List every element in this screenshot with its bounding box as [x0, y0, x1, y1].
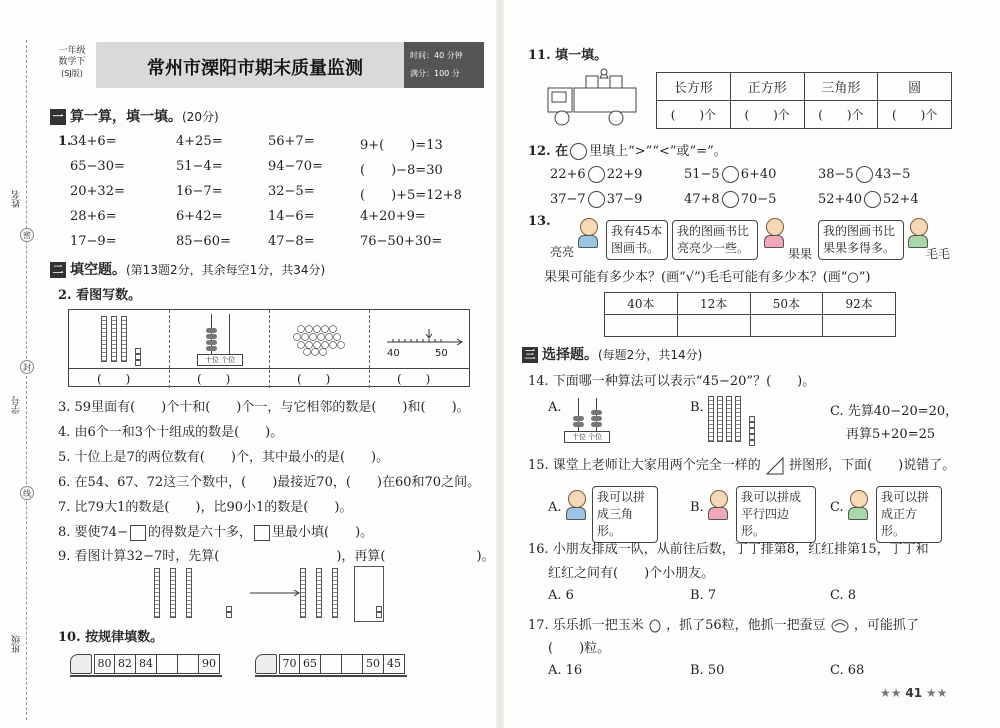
q15-option-c-label[interactable]: C. [830, 500, 844, 515]
q13-opt-40: 40本 [605, 293, 678, 315]
q1-r1c2: 94−70= [268, 159, 323, 174]
q16-option-a[interactable]: A. 6 [548, 588, 574, 603]
q13-bubble-guo: 我的图画书比 亮亮少一些。 [672, 220, 758, 260]
q1-r1c1: 51−4= [176, 159, 223, 174]
page-number: 41 [905, 686, 923, 700]
q10-train-2 [255, 652, 415, 680]
q17-line-2: ( )粒。 [548, 641, 611, 656]
q11-answer-square[interactable]: ( )个 [730, 101, 804, 129]
q15-question: 15. 课堂上老师让大家用两个完全一样的 拼图形，下面( )说错了。 [528, 454, 955, 476]
q15-triangle-icon [765, 456, 785, 476]
q1-r4c1: 85−60= [176, 234, 231, 249]
exam-time: 时间：40 分钟 [410, 51, 463, 60]
edition-label: (SJ版) [61, 69, 83, 78]
q1-r2c2: 32−5= [268, 184, 315, 199]
q2-prompt: 2. 看图写数。 [58, 288, 142, 303]
q2-answer-1[interactable]: ( ) [97, 372, 131, 386]
q11-table [656, 72, 952, 129]
q5-text: 5. 十位上是7的两位数有( )个，其中最小的是( )。 [58, 450, 390, 465]
section-1-heading: 一 算一算，填一填。(20分) [50, 106, 219, 126]
q13-options-table [604, 292, 896, 337]
q10-t1-c1: 82 [115, 654, 136, 674]
q8-box-2[interactable] [254, 525, 270, 541]
q10-t1-c5: 90 [199, 654, 220, 674]
q2-dots [293, 324, 349, 354]
q13-opt-12: 12本 [677, 293, 750, 315]
exam-header [52, 42, 484, 88]
q13-number: 13. [528, 214, 551, 229]
margin-line-mark: 线 [20, 486, 34, 500]
q13-bubble-mao: 我的图画书比 果果多得多。 [818, 220, 904, 260]
q14-option-c-line1[interactable]: C. 先算40−20=20， [830, 404, 959, 419]
q2-ten-rods [101, 316, 141, 366]
corn-icon [648, 618, 662, 634]
q1-r4c0: 17−9= [70, 234, 117, 249]
q13-mark-50[interactable] [750, 315, 823, 337]
page-stars-right: ★★ [925, 686, 948, 700]
q1-r3c1: 6+42= [176, 209, 223, 224]
q15-kid-b [708, 490, 730, 520]
q12-c5[interactable] [722, 191, 739, 208]
q3-text: 3. 59里面有( )个十和( )个一，与它相邻的数是( )和( )。 [58, 400, 470, 415]
subject-label: 数学下 [58, 57, 86, 67]
q14-option-c-line2: 再算5+20=25 [846, 427, 936, 442]
q14-option-a-label[interactable]: A. [548, 400, 562, 415]
q2-answer-4[interactable]: ( ) [397, 372, 431, 386]
q13-bubble-liang: 我有45本 图画书。 [606, 220, 668, 260]
q10-train-1 [70, 652, 230, 680]
q10-t2-c5: 45 [384, 654, 405, 674]
q14-option-b-label[interactable]: B. [690, 400, 704, 415]
q2-abacus-label: 十位 个位 [197, 354, 243, 366]
q11-head-rect: 长方形 [657, 73, 731, 101]
q1-r0c0: 34+6= [70, 134, 117, 149]
section-2-heading: 二 填空题。(第13题2分，其余每空1分，共34分) [50, 259, 325, 279]
q1-r2c3: ( )+5=12+8 [360, 188, 462, 203]
q15-option-b-label[interactable]: B. [690, 500, 704, 515]
q1-r3c3: 4+20+9= [360, 209, 426, 224]
q17-option-a[interactable]: A. 16 [548, 663, 583, 678]
q13-mark-40[interactable] [605, 315, 678, 337]
margin-name-label: 姓名 [12, 190, 22, 208]
q11-head-circle: 圆 [878, 73, 952, 101]
q1-grid [58, 134, 478, 258]
q12-prompt: 12. 在 里填上“>”“<”或“=”。 [528, 144, 727, 159]
q10-t2-c3[interactable] [342, 654, 363, 674]
q2-line-40: 40 [387, 348, 400, 359]
section-1-mark: 一 [50, 109, 66, 125]
q13-mark-12[interactable] [677, 315, 750, 337]
q1-r1c3: ( )−8=30 [360, 163, 443, 178]
q15-kid-c [848, 490, 870, 520]
q2-line-50: 50 [435, 348, 448, 359]
q10-t2-c4: 50 [363, 654, 384, 674]
q17-option-b[interactable]: B. 50 [690, 663, 725, 678]
page-number-area [880, 686, 947, 700]
margin-id-label: 学号 [12, 396, 22, 414]
exam-title: 常州市溧阳市期末质量监测 [147, 58, 363, 79]
section-3-heading: 三 选择题。(每题2分，共14分) [522, 344, 702, 364]
q8-box-1[interactable] [130, 525, 146, 541]
q11-prompt: 11. 填一填。 [528, 48, 608, 63]
q2-number-line-svg [385, 328, 465, 350]
q1-r2c0: 20+32= [70, 184, 125, 199]
q1-r4c2: 47−8= [268, 234, 315, 249]
q17-option-c[interactable]: C. 68 [830, 663, 865, 678]
q1-r0c1: 4+25= [176, 134, 223, 149]
q15-bubble-b: 我可以拼成 平行四边形。 [736, 486, 816, 543]
margin-dense-mark: 密 [20, 228, 34, 242]
broad-bean-icon [830, 618, 850, 634]
q10-t1-c3[interactable] [157, 654, 178, 674]
q13-opt-92: 92本 [823, 293, 896, 315]
q11-truck-picture [546, 66, 642, 128]
q14-option-a-abacus [564, 398, 610, 442]
q1-r3c2: 14−6= [268, 209, 315, 224]
exam-score: 满分：100 分 [410, 69, 460, 78]
q14-question: 14. 下面哪一种算法可以表示“45−20”？( )。 [528, 374, 816, 389]
q9-text: 9. 看图计算32−7时，先算( )，再算( )。 [58, 549, 495, 564]
q12-circle-sample [570, 143, 587, 160]
page-stars-left: ★★ [880, 686, 902, 700]
q1-r0c2: 56+7= [268, 134, 315, 149]
q7-text: 7. 比79大1的数是( )，比90小1的数是( )。 [58, 500, 353, 515]
q8-text: 8. 要使74− 的得数是六十多， 里最小填( )。 [58, 525, 374, 540]
q13-opt-50: 50本 [750, 293, 823, 315]
q12-c6[interactable] [864, 191, 881, 208]
q13-guoguo-name: 果果 [788, 247, 813, 261]
q1-r4c3: 76−50+30= [360, 234, 443, 249]
q10-t2-c0: 70 [279, 654, 300, 674]
margin-class-label: 班级 [12, 635, 22, 653]
q15-bubble-a: 我可以拼 成三角形。 [592, 486, 658, 543]
q12-c4[interactable] [588, 191, 605, 208]
q1-r3c0: 28+6= [70, 209, 117, 224]
q15-option-a-label[interactable]: A. [548, 500, 562, 515]
q1-number: 1. [58, 134, 72, 149]
q9-picture [150, 568, 410, 624]
q13-maomao-name: 毛毛 [926, 247, 951, 261]
q16-option-c[interactable]: C. 8 [830, 588, 857, 603]
q1-r0c3: 9+( )=13 [360, 138, 443, 153]
q11-answer-triangle[interactable]: ( )个 [804, 101, 878, 129]
q15-bubble-c: 我可以拼 成正方形。 [876, 486, 942, 543]
q13-guoguo-figure [764, 218, 786, 248]
q13-liangliang-figure [578, 218, 600, 248]
q2-number-line [385, 328, 465, 364]
q15-kid-a [566, 490, 588, 520]
q16-line-1: 16. 小朋友排成一队，从前往后数，丁丁排第8，红红排第15，丁丁和 [528, 542, 929, 557]
section-3-mark: 三 [522, 347, 538, 363]
q1-r2c1: 16−7= [176, 184, 223, 199]
q2-dot-cluster [293, 324, 349, 356]
q11-head-triangle: 三角形 [804, 73, 878, 101]
q12-c3[interactable] [856, 166, 873, 183]
q16-option-b[interactable]: B. 7 [690, 588, 717, 603]
grade-label: 一年级 [58, 46, 86, 56]
q17-line-1: 17. 乐乐抓一把玉米 ，抓了56粒，他抓一把蚕豆 ，可能抓了 [528, 618, 919, 633]
q14-abacus-label: 十位 个位 [564, 431, 610, 443]
q12-c2[interactable] [722, 166, 739, 183]
q13-maomao-figure [908, 218, 930, 248]
q6-text: 6. 在54、67、72这三个数中，( )最接近70，( )在60和70之间。 [58, 475, 481, 490]
q11-answer-circle[interactable]: ( )个 [878, 101, 952, 129]
q2-picture-box [68, 309, 470, 387]
q10-t2-c1: 65 [300, 654, 321, 674]
q13-mark-92[interactable] [823, 315, 896, 337]
q10-t1-c4[interactable] [178, 654, 199, 674]
q12-c1[interactable] [588, 166, 605, 183]
q10-t1-c0: 80 [94, 654, 115, 674]
q2-answer-3[interactable]: ( ) [297, 372, 331, 386]
binding-margin [8, 40, 38, 720]
q13-question: 果果可能有多少本？(画“√”)毛毛可能有多少本？(画“○”) [544, 270, 871, 285]
q2-answer-2[interactable]: ( ) [197, 372, 231, 386]
q2-abacus [197, 314, 243, 364]
margin-seal-mark: 封 [20, 360, 34, 374]
section-2-mark: 二 [50, 262, 66, 278]
q10-prompt: 10. 按规律填数。 [58, 630, 164, 645]
q13-liangliang-name: 亮亮 [550, 245, 575, 259]
q10-t1-c2: 84 [136, 654, 157, 674]
q4-text: 4. 由6个一和3个十组成的数是( )。 [58, 425, 284, 440]
q14-option-b-rods [708, 396, 755, 446]
q11-answer-rect[interactable]: ( )个 [657, 101, 731, 129]
q9-arrow [250, 588, 302, 598]
q11-head-square: 正方形 [730, 73, 804, 101]
q11-truck-icon [546, 66, 642, 128]
q16-line-2: 红红之间有( )个小朋友。 [548, 566, 715, 581]
q10-t2-c2[interactable] [321, 654, 342, 674]
q1-r1c0: 65−30= [70, 159, 125, 174]
